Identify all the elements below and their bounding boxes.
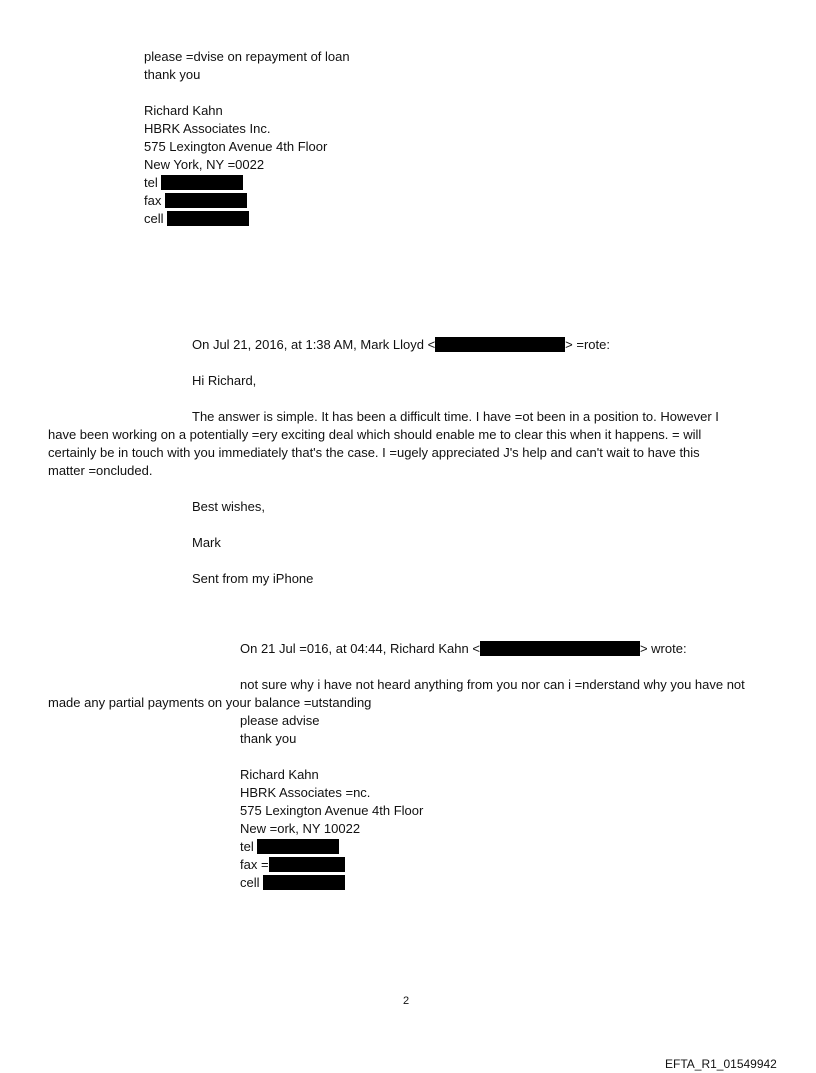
sender-city: New York, NY =0022 bbox=[144, 157, 265, 172]
page-number: 2 bbox=[403, 995, 410, 1007]
sender-company: HBRK Associates =nc. bbox=[240, 785, 371, 800]
reply-header-prefix: On Jul 21, 2016, at 1:38 AM, Mark Lloyd < bbox=[192, 337, 436, 352]
cell-row bbox=[240, 874, 345, 892]
body-line: have been working on a potentially =ery exciting deal which should enable me to clear this when it happens. = will bbox=[48, 427, 702, 442]
request-line: please =dvise on repayment of loan bbox=[144, 49, 350, 64]
sender-address: 575 Lexington Avenue 4th Floor bbox=[240, 803, 424, 818]
fax-row bbox=[240, 856, 345, 874]
reply-header-suffix: > wrote: bbox=[639, 641, 687, 656]
redaction-box bbox=[161, 175, 243, 190]
redaction-box bbox=[257, 839, 339, 854]
cell-label: cell bbox=[144, 211, 164, 226]
redaction-box bbox=[167, 211, 249, 226]
reply-header-prefix: On 21 Jul =016, at 04:44, Richard Kahn < bbox=[240, 641, 480, 656]
tel-label: tel bbox=[240, 839, 254, 854]
tel-row bbox=[144, 174, 243, 192]
body-line: not sure why i have not heard anything from you nor can i =nderstand why you have not bbox=[240, 677, 745, 692]
fax-label: fax = bbox=[240, 857, 269, 872]
sender-address: 575 Lexington Avenue 4th Floor bbox=[144, 139, 328, 154]
signature: Mark bbox=[192, 535, 221, 550]
sender-name: Richard Kahn bbox=[144, 103, 223, 118]
greeting: Hi Richard, bbox=[192, 373, 257, 388]
redaction-box bbox=[165, 193, 247, 208]
body-line: made any partial payments on your balance =utstanding bbox=[48, 695, 372, 710]
sent-from: Sent from my iPhone bbox=[192, 571, 314, 586]
sender-name: Richard Kahn bbox=[240, 767, 319, 782]
redaction-box bbox=[480, 641, 640, 656]
body-line: certainly be in touch with you immediately that's the case. I =ugely appreciated J's help and can't wait to have this bbox=[48, 445, 700, 460]
sender-city: New =ork, NY 10022 bbox=[240, 821, 361, 836]
body-line: The answer is simple. It has been a difficult time. I have =ot been in a position to. However I bbox=[192, 409, 719, 424]
fax-row bbox=[144, 192, 247, 210]
reply-header bbox=[240, 640, 687, 658]
cell-label: cell bbox=[240, 875, 260, 890]
cell-row bbox=[144, 210, 249, 228]
fax-label: fax bbox=[144, 193, 162, 208]
sender-company: HBRK Associates Inc. bbox=[144, 121, 271, 136]
reply-header bbox=[192, 336, 610, 354]
redaction-box bbox=[269, 857, 345, 872]
thanks-line: thank you bbox=[240, 731, 297, 746]
closing: Best wishes, bbox=[192, 499, 265, 514]
document-id: EFTA_R1_01549942 bbox=[665, 1057, 777, 1071]
body-line: matter =oncluded. bbox=[48, 463, 153, 478]
tel-row bbox=[240, 838, 339, 856]
reply-header-suffix: > =rote: bbox=[565, 337, 610, 352]
thanks-line: thank you bbox=[144, 67, 201, 82]
advise-line: please advise bbox=[240, 713, 320, 728]
redaction-box bbox=[435, 337, 565, 352]
tel-label: tel bbox=[144, 175, 158, 190]
redaction-box bbox=[263, 875, 345, 890]
